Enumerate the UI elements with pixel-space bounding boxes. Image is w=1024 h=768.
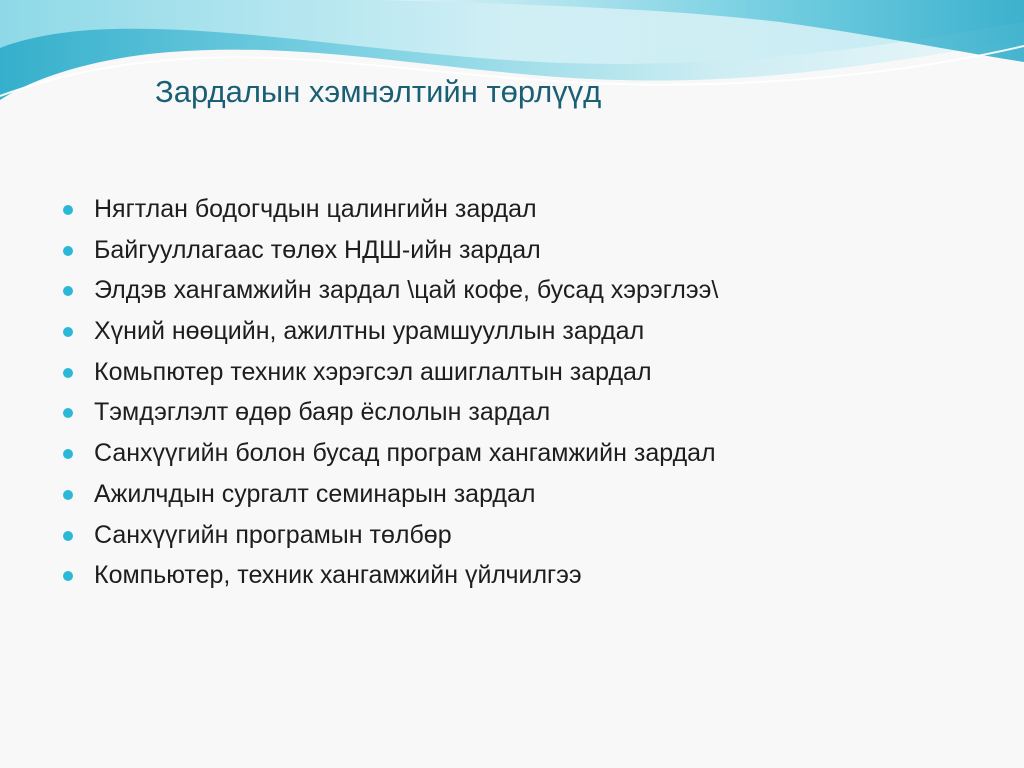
bullet-dot-icon (63, 286, 73, 296)
list-item-text: Санхүүгийн болон бусад програм хангамжийн зардал (94, 439, 716, 468)
list-item-text: Тэмдэглэлт өдөр баяр ёслолын зардал (94, 398, 551, 427)
list-item-text: Комьпютер техник хэрэгсэл ашиглалтын зардал (94, 357, 652, 386)
bullet-dot-icon (63, 408, 73, 418)
list-item-text: Компьютер, техник хангамжийн үйлчилгээ (94, 561, 582, 590)
list-item-text: Элдэв хангамжийн зардал \цай кофе, бусад хэрэглээ\ (94, 276, 719, 305)
bullet-dot-icon (63, 368, 73, 378)
list-item (60, 311, 718, 352)
bullet-dot-icon (63, 205, 73, 215)
list-item-text: Байгууллагаас төлөх НДШ-ийн зардал (94, 235, 541, 264)
slide-title: Зардалын хэмнэлтийн төрлүүд (155, 74, 602, 109)
list-item (60, 270, 718, 311)
list-item (60, 392, 718, 433)
list-item-text: Санхүүгийн програмын төлбөр (94, 520, 452, 549)
list-item (60, 515, 718, 556)
list-item (60, 352, 718, 393)
bullet-dot-icon (63, 490, 73, 500)
list-item-text: Хүний нөөцийн, ажилтны урамшууллын зардал (94, 317, 645, 346)
list-item-text: Ажилчдын сургалт семинарын зардал (94, 479, 536, 508)
bullet-dot-icon (63, 327, 73, 337)
list-item-text: Нягтлан бодогчдын цалингийн зардал (94, 195, 537, 223)
bullet-dot-icon (63, 246, 73, 256)
bullet-dot-icon (63, 571, 73, 581)
list-item (60, 555, 718, 596)
bullet-dot-icon (63, 531, 73, 541)
bullet-list (60, 189, 718, 596)
list-item (60, 474, 718, 515)
list-item (60, 433, 718, 474)
bullet-dot-icon (63, 449, 73, 459)
list-item (60, 189, 718, 230)
list-item (60, 230, 718, 271)
